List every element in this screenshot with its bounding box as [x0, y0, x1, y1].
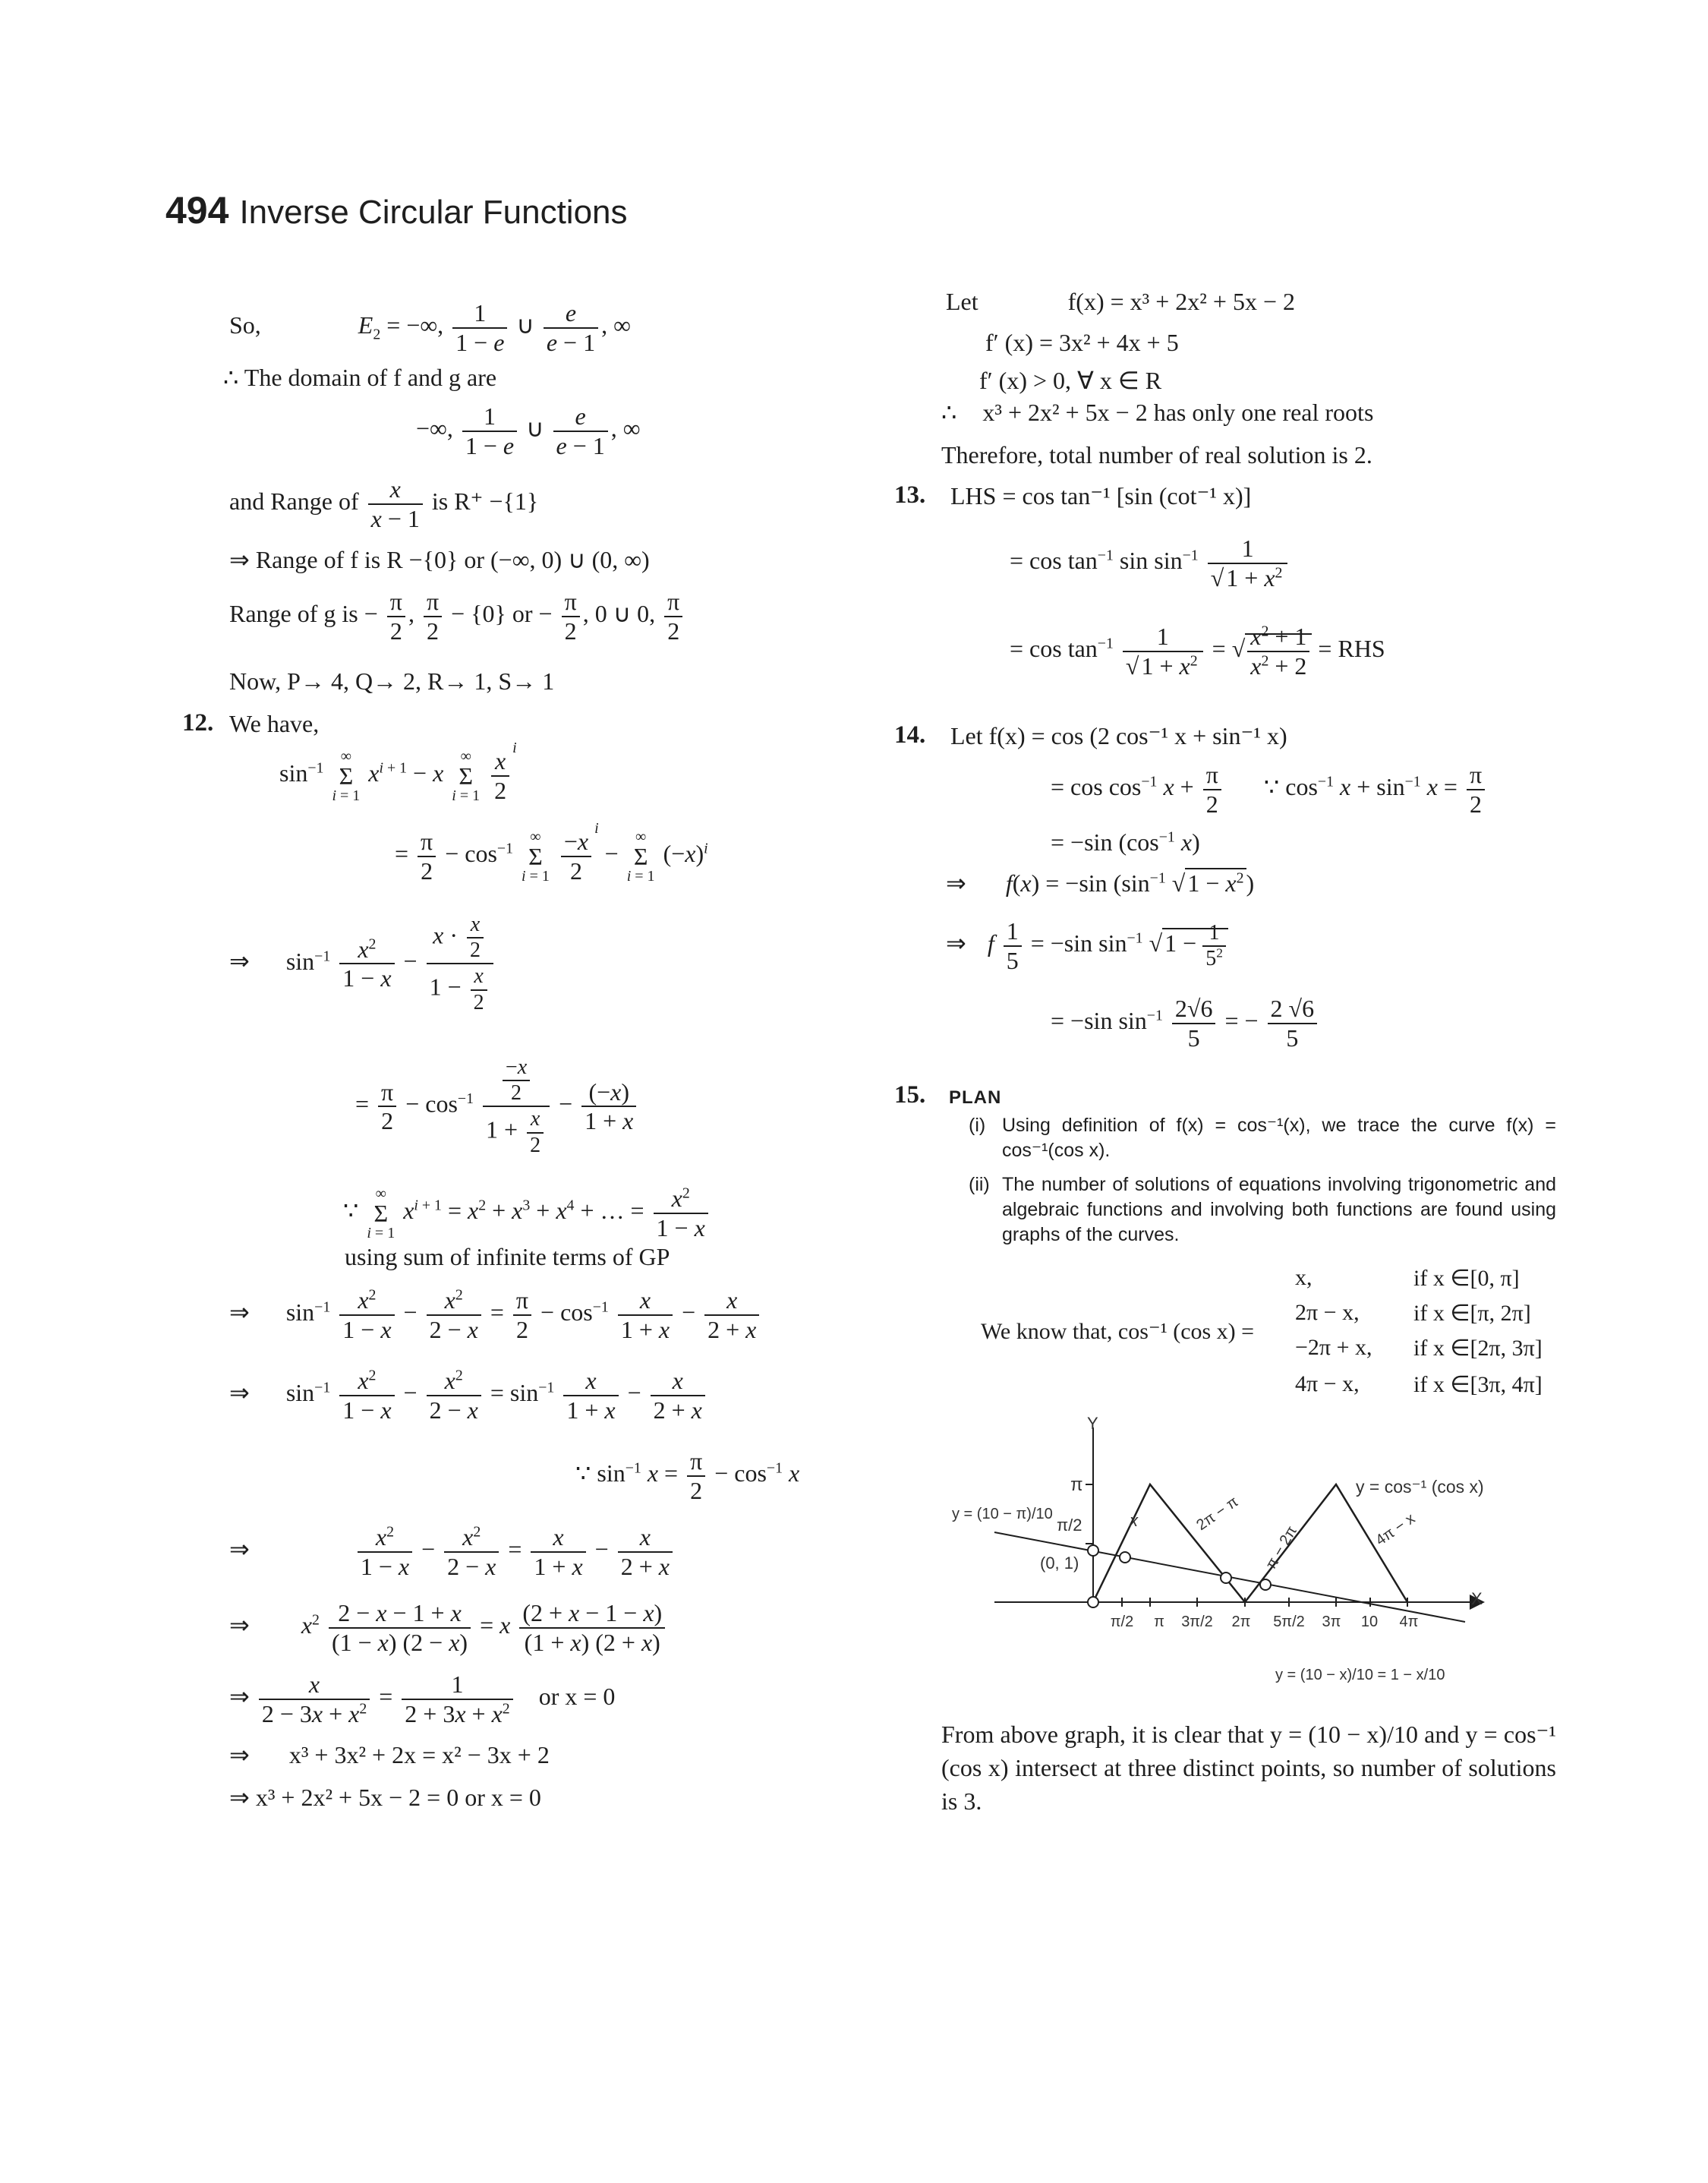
- plan-i-text: Using definition of f(x) = cos⁻¹(x), we trace the curve f(x) = cos⁻¹(cos x).: [1002, 1115, 1556, 1161]
- q14-step5: ⇒ f $\frac{1}{5}$ = −sin $\sin^{-1} √1$ − $\frac{1}{5^2}$: [946, 917, 1228, 975]
- q12-eq9: ⇒ $\frac{x}{2 - 3x + x^2}$ = $\frac{1}{2 + 3x + x^2}$ or x = 0: [229, 1670, 616, 1727]
- cos-inverse-curve: [1093, 1484, 1407, 1602]
- q12-eq1: $\sin^{-1}$ ∞ Σ i = 1 $x^{i + 1} - x$ ∞ Σ i = 1 $\frac{x}{2}$ $^i$: [279, 740, 517, 804]
- so-label: So,: [229, 311, 261, 339]
- q14-step2: = $\cos \cos^{-1} x$ + $\frac{\pi}{2}$ ∵ $\cos^{-1} x + \sin^{-1} x$ = $\frac{\pi}{2}$: [1051, 761, 1488, 819]
- x-axis-label: X: [1471, 1589, 1483, 1608]
- let-label: Let: [946, 288, 978, 315]
- piece-3-expr: −2π + x,: [1295, 1335, 1372, 1360]
- segment-x-label: x: [1130, 1511, 1138, 1530]
- one-root: x³ + 2x² + 5x − 2 has only one real roots: [982, 399, 1374, 426]
- piece-3-cond: if x ∈[2π, 3π]: [1413, 1336, 1543, 1361]
- line-bottom-label: y = (10 − x)/10 = 1 − x/10: [1275, 1667, 1445, 1683]
- tick-4pi: 4π: [1399, 1614, 1419, 1630]
- q13-step2: = $\cos \tan^{-1} \sin \sin^{-1}$ $\frac{1}{√1 + x^2}$: [1010, 535, 1290, 592]
- range-of-label: and Range of: [229, 487, 359, 516]
- gp-note: using sum of infinite terms of GP: [345, 1243, 670, 1270]
- origin-point: [1088, 1597, 1098, 1607]
- range-g-label: Range of g is: [229, 600, 358, 628]
- q12-eq8: ⇒ $x^2$ $\frac{2 - x - 1 + x}{(1 - x) (2 - x)}$ = x $\frac{(2 + x - 1 - x)}{(1 + x) (2 + x)}$: [229, 1599, 668, 1657]
- q14-step3: = −sin ($\cos^{-1}$ x): [1051, 828, 1200, 856]
- q12-eq11: ⇒ x³ + 2x² + 5x − 2 = 0 or x = 0: [229, 1784, 541, 1811]
- half-pi-label: π/2: [1057, 1516, 1082, 1535]
- segment-2pi-label: 2π − π: [1193, 1493, 1242, 1535]
- q12-identity: ∵ $\sin^{-1} x$ = $\frac{\pi}{2}$ − $\cos^{-1} x$: [575, 1447, 800, 1504]
- q13-number: 13.: [894, 481, 926, 509]
- q12-number: 12.: [182, 709, 214, 737]
- range-of-result: is R⁺ −{1}: [431, 487, 539, 516]
- piece-1-cond: if x ∈[0, π]: [1413, 1266, 1520, 1291]
- page-header: [165, 188, 628, 232]
- plan-ii-text: The number of solutions of equations involving trigonometric and algebraic functions and involving both functions are found using graphs of the curves.: [1002, 1174, 1556, 1245]
- plan-label: PLAN: [949, 1087, 1002, 1108]
- page-title: Inverse Circular Functions: [239, 194, 628, 231]
- let-fx-line: [946, 287, 1295, 316]
- q12-eq5: ⇒ $\sin^{-1}$ $\frac{x^2}{1 - x}$ − $\frac{x^2}{2 - x}$ = $\frac{\pi}{2}$ − $\cos^{-1}$ $\frac{x}{1 + x}$ − $\frac{x}{2 + x}$: [229, 1286, 762, 1344]
- fx-definition: f(x) = x³ + 2x² + 5x − 2: [1067, 288, 1295, 315]
- cos-inverse-graph: [941, 1412, 1503, 1693]
- piece-2-expr: 2π − x,: [1295, 1300, 1360, 1325]
- q15-number: 15.: [894, 1081, 926, 1109]
- one-root-line: ∴ x³ + 2x² + 5x − 2 has only one real roots: [941, 399, 1374, 426]
- tick-pi: π: [1154, 1614, 1164, 1630]
- q12-gp-sum: ∵ ∞ Σ i = 1 $x^{i + 1} = x^2 + x^3 + x^4$ + … = $\frac{x^2}{1 - x}$: [343, 1185, 711, 1242]
- match-line: Now, P→ 4, Q→ 2, R→ 1, S→ 1: [229, 667, 555, 695]
- tick-5pi-2: 5π/2: [1273, 1614, 1305, 1630]
- tick-10: 10: [1360, 1614, 1379, 1630]
- q12-eq6: ⇒ $\sin^{-1}$ $\frac{x^2}{1 - x}$ − $\frac{x^2}{2 - x}$ = $\sin^{-1}$ $\frac{x}{1 + x}$ − $\frac{x}{2 + x}$: [229, 1367, 708, 1424]
- q12-intro: We have,: [229, 710, 320, 737]
- q12-eq2: = $\frac{\pi}{2}$ − $\cos^{-1}$ ∞ Σ i = 1 $\frac{-x}{2}$ $^i$ − ∞ Σ i = 1 $(-x)^i$: [395, 820, 708, 885]
- q12-eq10: ⇒ x³ + 3x² + 2x = x² − 3x + 2: [229, 1741, 550, 1768]
- e2-line: So, $E_2$ = −∞, $\frac{1}{1 - e}$ ∪ $\frac{e}{e - 1}$ , ∞: [229, 299, 631, 356]
- domain-intro: ∴ The domain of f and g are: [223, 364, 497, 391]
- plan-ii-number: (ii): [969, 1174, 990, 1195]
- pi-label: π: [1070, 1475, 1083, 1495]
- domain-expression: −∞, $\frac{1}{1 - e}$ ∪ $\frac{e}{e - 1}$ , ∞: [416, 402, 641, 459]
- we-know-label: We know that, cos⁻¹ (cos x) =: [981, 1319, 1255, 1344]
- final-eq1: x³ + 3x² + 2x = x² − 3x + 2: [288, 1741, 550, 1768]
- intersection-2: [1221, 1573, 1231, 1583]
- piece-4-expr: 4π − x,: [1295, 1371, 1360, 1396]
- line-left-label: y = (10 − π)/10: [952, 1506, 1053, 1522]
- piece-2-cond: if x ∈[π, 2π]: [1413, 1301, 1531, 1326]
- intersection-1: [1120, 1552, 1130, 1563]
- total-solutions: Therefore, total number of real solution is 2.: [941, 441, 1372, 468]
- segment-pi-2pi-label: π − 2π: [1262, 1523, 1301, 1573]
- page-number: 494: [165, 189, 229, 232]
- conclusion: From above graph, it is clear that y = (10 − x)/10 and y = cos⁻¹ (cos x) intersect at three distinct points, so number of solutions is 3.: [941, 1721, 1556, 1815]
- point-0-1: [1088, 1545, 1098, 1556]
- point-label: (0, 1): [1040, 1554, 1079, 1573]
- piece-4-cond: if x ∈[3π, 4π]: [1413, 1372, 1543, 1397]
- range-g-line: Range of g is − $\frac{\pi}{2}$ , $\frac{\pi}{2}$ − {0} or − $\frac{\pi}{2}$ , 0 ∪ 0, $\frac{\pi}{2}$: [229, 588, 685, 645]
- tick-3pi-2: 3π/2: [1181, 1614, 1213, 1630]
- intersection-3: [1260, 1579, 1271, 1590]
- q12-eq3: ⇒ $\sin^{-1}$ $\frac{x^2}{1 - x}$ − x · $\frac{x}{2}$ 1 − $\frac{x}{2}$: [229, 913, 496, 1015]
- or-x-zero: or x = 0: [538, 1683, 616, 1711]
- range-of-line: and Range of $\frac{x}{x - 1}$ is R⁺ −{1}: [229, 475, 539, 532]
- segment-4pi-label: 4π − x: [1372, 1509, 1419, 1550]
- final-eq2: x³ + 2x² + 5x − 2 = 0 or x = 0: [255, 1784, 541, 1811]
- q14-step4: ⇒ f(x) = −sin ($\sin^{-1}$ $√1 - x^2$): [946, 869, 1255, 897]
- tick-2pi: 2π: [1231, 1614, 1251, 1630]
- q14-step6: = −sin $\sin^{-1}$ $\frac{2√6}{5}$ = − $\frac{2 √6}{5}$: [1051, 995, 1320, 1052]
- fprime-positive: f′ (x) > 0, ∀ x ∈ R: [979, 367, 1162, 394]
- y-axis-label: Y: [1087, 1414, 1098, 1433]
- plan-i-number: (i): [969, 1115, 986, 1136]
- q12-eq7: ⇒ $\frac{x^2}{1 - x}$ − $\frac{x^2}{2 - x}$ = $\frac{x}{1 + x}$ − $\frac{x}{2 + x}$: [229, 1523, 676, 1581]
- tick-3pi: 3π: [1322, 1614, 1341, 1630]
- curve-label: y = cos⁻¹ (cos x): [1356, 1477, 1484, 1497]
- q14-let: Let f(x) = cos (2 cos⁻¹ x + sin⁻¹ x): [950, 722, 1287, 749]
- range-f: ⇒ Range of f is R −{0} or (−∞, 0) ∪ (0, ∞): [229, 546, 650, 573]
- q13-step3: = $\cos \tan^{-1}$ $\frac{1}{√1 + x^2}$ = √ $\frac{x^2 + 1}{x^2 + 2}$ = RHS: [1010, 623, 1385, 680]
- fprime: f′ (x) = 3x² + 4x + 5: [985, 329, 1179, 356]
- q12-eq4: = $\frac{\pi}{2}$ − $\cos^{-1}$ $\frac{-x}{2}$ 1 + $\frac{x}{2}$ − $\frac{(-x)}{1 + x}$: [355, 1055, 639, 1158]
- tick-half-pi: π/2: [1110, 1614, 1134, 1630]
- q14-number: 14.: [894, 721, 926, 749]
- piece-1-expr: x,: [1295, 1265, 1313, 1290]
- q13-lhs: LHS = cos tan⁻¹ [sin (cot⁻¹ x)]: [950, 482, 1252, 509]
